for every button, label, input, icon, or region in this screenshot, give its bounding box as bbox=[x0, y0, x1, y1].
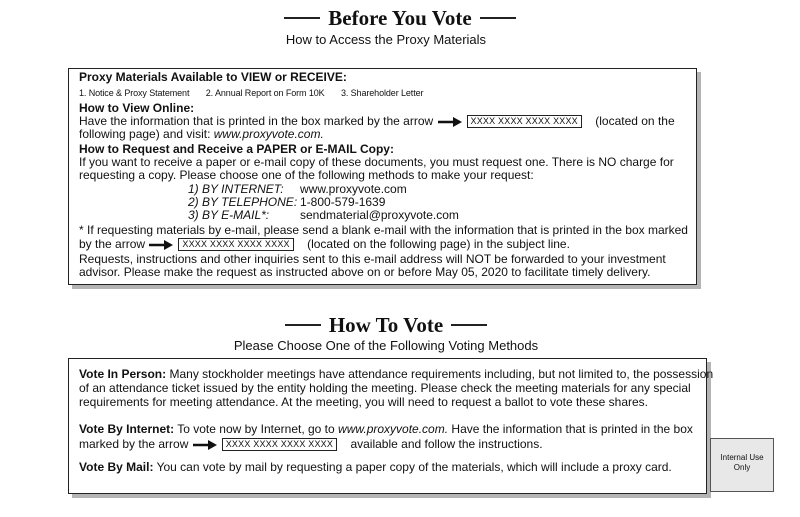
materials-heading: Proxy Materials Available to VIEW or RECEIVE: bbox=[79, 70, 347, 84]
mail-line: Vote By Mail: You can vote by mail by requesting a paper copy of the materials, which will include a proxy card. bbox=[79, 460, 672, 474]
voting-methods-box bbox=[68, 358, 714, 494]
method-telephone-label: 2) BY TELEPHONE: bbox=[188, 195, 298, 209]
internal-use-line-1: Internal Use bbox=[720, 453, 764, 462]
title-dash-left bbox=[284, 17, 320, 19]
method-internet-label: 1) BY INTERNET: bbox=[188, 182, 284, 196]
title-dash-right bbox=[451, 324, 487, 326]
section-title-before-you-vote: Before You Vote bbox=[0, 6, 800, 31]
arrow-icon bbox=[192, 439, 218, 451]
materials-item-1: 1. Notice & Proxy Statement bbox=[79, 88, 190, 98]
title-dash-left bbox=[285, 324, 321, 326]
internal-use-line-2: Only bbox=[733, 463, 751, 472]
view-heading: How to View Online: bbox=[79, 101, 195, 115]
request-text-line-2: requesting a copy. Please choose one of the following methods to make your request: bbox=[79, 168, 534, 182]
proxyvote-link[interactable]: www.proxyvote.com. bbox=[338, 422, 449, 436]
control-number-box: XXXX XXXX XXXX XXXX bbox=[467, 115, 582, 128]
internal-use-box bbox=[710, 438, 774, 492]
in-person-line-2: of an attendance ticket issued by the entity holding the meeting. Please check the meeting materials for any special bbox=[79, 381, 691, 395]
method-telephone-value[interactable]: 1-800-579-1639 bbox=[300, 195, 386, 209]
email-note-line-1: * If requesting materials by e-mail, please send a blank e-mail with the information that is printed in the box marked bbox=[79, 223, 688, 237]
view-text-line-1: Have the information that is printed in the box marked by the arrow XXXX XXXX XXXX XXXX (located on the bbox=[79, 114, 675, 128]
email-note-line-2: by the arrow XXXX XXXX XXXX XXXX (located on the following page) in the subject line. bbox=[79, 237, 570, 251]
internet-line-1: Vote By Internet: To vote now by Internet, go to www.proxyvote.com. Have the information that is printed in the box bbox=[79, 422, 693, 436]
request-text-line-1: If you want to receive a paper or e-mail copy of these documents, you must request one. There is NO charge for bbox=[79, 155, 674, 169]
internet-heading: Vote By Internet: bbox=[79, 422, 175, 436]
section-subtitle-methods: Please Choose One of the Following Voting Methods bbox=[233, 338, 539, 353]
footer-line-2: advisor. Please make the request as instructed above on or before May 05, 2020 to facilitate timely delivery. bbox=[79, 265, 651, 279]
title-dash-right bbox=[480, 17, 516, 19]
mail-heading: Vote By Mail: bbox=[79, 460, 154, 474]
internet-line-2: marked by the arrow XXXX XXXX XXXX XXXX available and follow the instructions. bbox=[79, 437, 543, 451]
method-internet-value[interactable]: www.proxyvote.com bbox=[300, 182, 407, 196]
section-subtitle-access: How to Access the Proxy Materials bbox=[285, 32, 487, 47]
footer-line-1: Requests, instructions and other inquiries sent to this e-mail address will NOT be forwarded to your investment bbox=[79, 252, 666, 266]
proxy-materials-box bbox=[68, 68, 697, 285]
in-person-heading: Vote In Person: bbox=[79, 367, 167, 381]
control-number-box: XXXX XXXX XXXX XXXX bbox=[222, 438, 337, 451]
materials-item-2: 2. Annual Report on Form 10K bbox=[205, 88, 325, 98]
view-text-line-2: following page) and visit: www.proxyvote.com. bbox=[79, 127, 324, 141]
method-email-label: 3) BY E-MAIL*: bbox=[188, 208, 270, 222]
arrow-icon bbox=[437, 116, 463, 128]
method-email-value[interactable]: sendmaterial@proxyvote.com bbox=[300, 208, 459, 222]
arrow-icon bbox=[148, 239, 174, 251]
proxyvote-link[interactable]: www.proxyvote.com. bbox=[213, 127, 324, 141]
in-person-line-3: requirements for meeting attendance. At the meeting, you will need to request a ballot to vote these shares. bbox=[79, 395, 649, 409]
materials-list bbox=[79, 86, 423, 100]
request-heading: How to Request and Receive a PAPER or E-MAIL Copy: bbox=[79, 142, 394, 156]
materials-item-3: 3. Shareholder Letter bbox=[340, 88, 424, 98]
in-person-line-1: Vote In Person: Many stockholder meetings have attendance requirements including, but not limited to, the possession bbox=[79, 367, 714, 381]
control-number-box: XXXX XXXX XXXX XXXX bbox=[178, 238, 293, 251]
section-title-how-to-vote: How To Vote bbox=[0, 313, 772, 338]
